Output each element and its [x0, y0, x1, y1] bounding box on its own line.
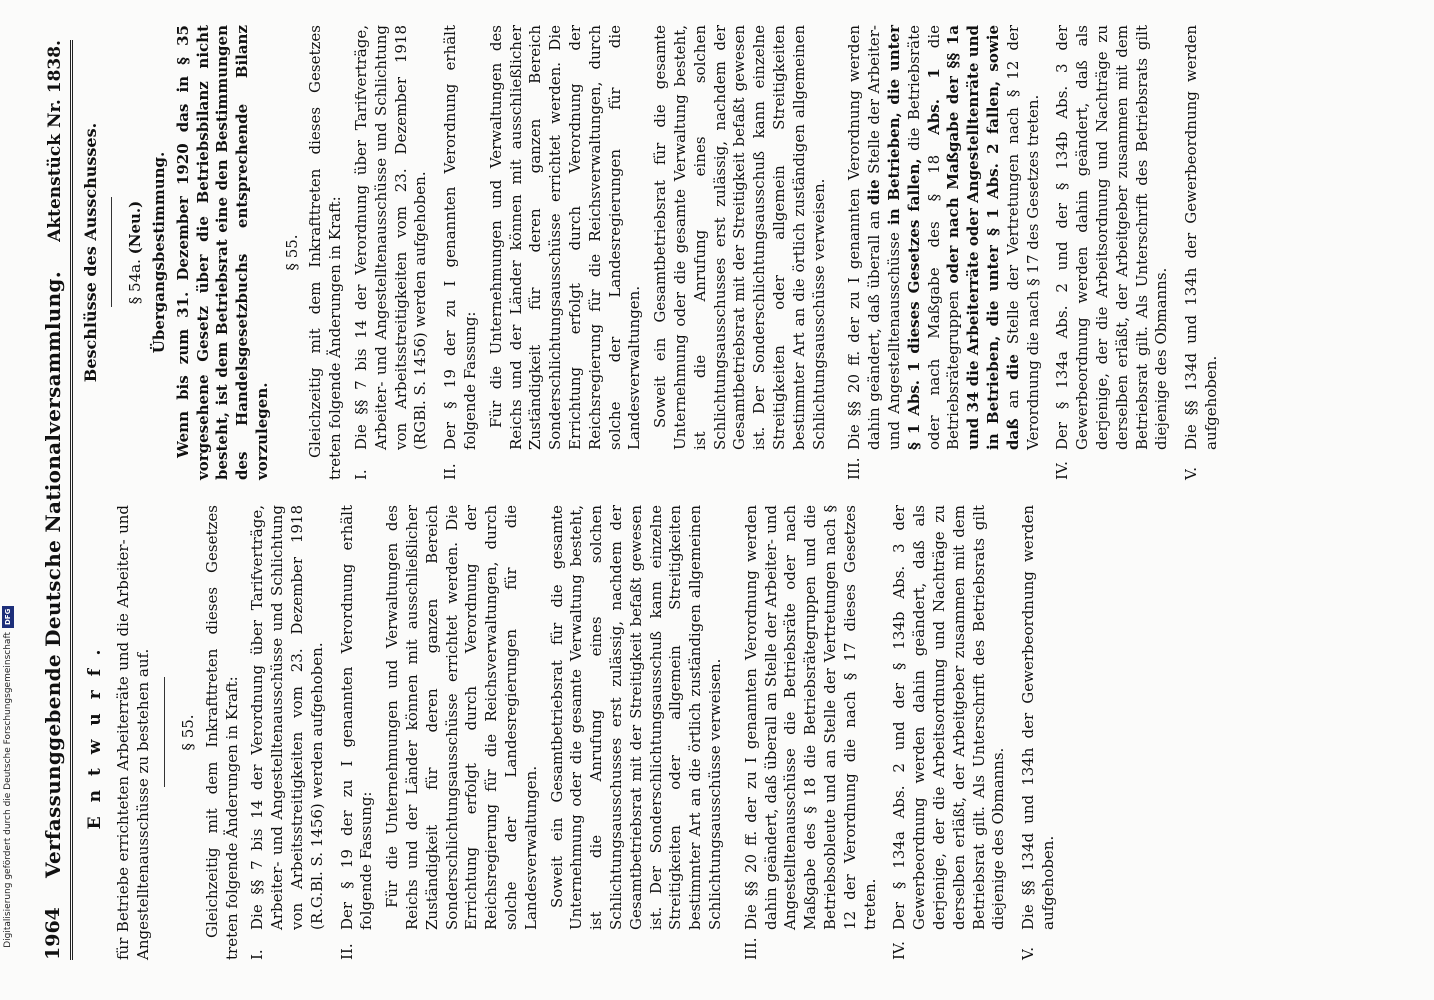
draft-column: [80, 505, 1069, 960]
page-number: 1964: [41, 907, 64, 960]
item-number: I.: [248, 949, 267, 960]
committee-item-iii: [845, 25, 1043, 480]
committee-heading: Beschlüsse des Ausschusses.: [81, 122, 100, 383]
item-text: Die §§ 20 ff. der zu I genannten Verordnung werden dahin geändert, daß überall an Stelle der Arbeiter- und Angestelltenausschüsse die Betriebsräte oder nach Maßgabe des § 18 die Betriebsrätegruppen und die Betriebsobleute und an Stelle der Vertretungen nach § 12 der Verordnung die nach § 17 dieses Gesetzes treten.: [741, 505, 879, 930]
transition-heading: Übergangsbestimmung.: [149, 151, 168, 354]
digitization-credit: [1, 606, 15, 996]
item-number: IV.: [1053, 461, 1072, 480]
dfg-logo: DFG: [2, 606, 14, 628]
item-text: Der § 134a Abs. 2 und der § 134b Abs. 3 der Gewerbeordnung werden dahin geändert, daß als derjenige, der die Arbeitsordnung und Nachträge zu derselben erläßt, der Arbeitgeber zusammen mit dem Betriebsrat gilt. Als Unterschrift des Betriebsrats gilt diejenige des Obmanns.: [1053, 25, 1171, 450]
item-number: II.: [337, 943, 356, 960]
committee-section-number: § 55.: [282, 234, 301, 271]
committee-item-iv: [1053, 25, 1172, 480]
draft-heading: Entwurf.: [85, 635, 105, 830]
item-paragraph: Soweit ein Gesamtbetriebsrat für die gesamte Unternehmung oder die gesamte Verwaltung besteht, ist die Anrufung eines solchen Schlichtungsausschusses erst zulässig, nachdem der Gesamtbetriebsrat mit der Streitigkeit befaßt gewesen ist. Der Sonderschlichtungsausschuß kann einzelne Streitigkeiten oder allgemein Streitigkeiten bestimmter Art an die örtlich zuständigen allgemeinen Schlichtungsausschüsse verweisen.: [651, 25, 828, 450]
committee-item-i: [352, 25, 431, 480]
digitization-credit-text: Digitalisierung gefördert durch die Deutsche Forschungsgemeinschaft: [3, 632, 13, 948]
divider: [164, 678, 165, 788]
committee-item-v: [1182, 25, 1222, 480]
committee-item-ii: [441, 25, 835, 480]
header-title: Verfassunggebende Deutsche Nationalversammlung.: [40, 271, 65, 878]
item-text: Der § 19 der zu I genannten Verordnung erhält folgende Fassung:: [441, 25, 480, 450]
item-text: Die §§ 134d und 134h der Gewerbeordnung werden aufgehoben.: [1019, 505, 1057, 930]
divider: [111, 198, 112, 308]
item-paragraph: Soweit ein Gesamtbetriebsrat für die gesamte Unternehmung oder die gesamte Verwaltung besteht, ist die Anrufung eines solchen Schlichtungsausschusses erst zulässig, nachdem der Gesamtbetriebsrat mit der Streitigkeit befaßt gewesen ist. Der Sonderschlichtungsausschuß kann einzelne Streitigkeiten oder allgemein Streitigkeiten bestimmter Art an die örtlich zuständigen allgemeinen Schlichtungsausschüsse verweisen.: [547, 505, 724, 930]
document-number: Aktenstück Nr. 1838.: [44, 40, 65, 242]
draft-item-iii: [742, 505, 881, 960]
item-text: Die §§ 134d und 134h der Gewerbeordnung werden aufgehoben.: [1182, 25, 1220, 450]
new-marker: (Neu.): [126, 200, 145, 255]
item-text: Die §§ 7 bis 14 der Verordnung über Tarifverträge, Arbeiter- und Angestelltenausschüsse und Schlichtung von Arbeitsstreitigkeiten vom 23. Dezember 1918 (R.G.Bl. S. 1456) werden aufgehoben.: [248, 505, 326, 930]
draft-item-v: [1019, 505, 1059, 960]
draft-item-ii: [338, 505, 732, 960]
item-number: IV.: [890, 941, 909, 960]
item-text: Die §§ 7 bis 14 der Verordnung über Tarifverträge, Arbeiter- und Angestelltenausschüsse und Schlichtung von Arbeitsstreitigkeiten vom 23. Dezember 1918 (RGBl. S. 1456) werden aufgehoben.: [352, 25, 430, 450]
draft-section-number: § 55.: [179, 714, 198, 751]
item-number: I.: [352, 469, 371, 480]
section-54a: [126, 25, 146, 480]
item-number: III.: [845, 457, 864, 480]
item-number: V.: [1019, 947, 1038, 960]
transition-text: Wenn bis zum 31. Dezember 1920 das in § 35 vorgesehene Gesetz über die Betriebsbilanz nicht besteht, ist dem Betriebsrat eine den Bestimmungen des Handelsgesetzbuchs entsprechende Bilanz vorzulegen.: [173, 25, 271, 480]
page-header: [24, 40, 73, 960]
item-paragraph: Für die Unternehmungen und Verwaltungen des Reichs und der Länder können mit ausschließlicher Zuständigkeit für deren ganzen Bereich Sonderschlichtungsausschüsse errichtet werden. Die Errichtung erfolgt durch Verordnung der Reichsregierung für die Reichsverwaltungen, durch solche der Landesregierungen für die Landesverwaltungen.: [486, 25, 644, 450]
item-text: Der § 134a Abs. 2 und der § 134b Abs. 3 der Gewerbeordnung werden dahin geändert, daß als derjenige, der die Arbeitsordnung und Nachträge zu derselben erläßt, der Arbeitgeber zusammen mit dem Betriebsrat gilt. Als Unterschrift des Betriebsrats gilt diejenige des Obmanns.: [890, 505, 1008, 930]
section-54a-number: § 54a.: [126, 259, 145, 305]
draft-section-intro: Gleichzeitig mit dem Inkrafttreten dieses Gesetzes treten folgende Änderungen in Kraft:: [202, 505, 241, 960]
item-number: V.: [1182, 467, 1201, 480]
item-text: Die §§ 20 ff. der zu I genannten Verordnung werden dahin geändert, daß überall an die Stelle der Arbeiter- und Angestelltenausschüsse in Betrieben, die unter § 1 Abs. 1 dieses Gesetzes fallen, die Betriebsräte oder nach Maßgabe des § 18 Abs. 1 die Betriebsrätegruppen oder nach Maßgabe der §§ 1a und 34 die Arbeiterräte oder Angestelltenräte und in Betrieben, die unter § 1 Abs. 2 fallen, sowie daß an die Stelle der Vertretungen nach § 12 der Verordnung die nach § 17 des Gesetzes treten.: [845, 24, 1042, 450]
draft-item-iv: [890, 505, 1009, 960]
item-paragraph: Für die Unternehmungen und Verwaltungen des Reichs und der Länder können mit ausschließlicher Zuständigkeit für deren ganzen Bereich Sonderschlichtungsausschüsse errichtet werden. Die Errichtung erfolgt durch Verordnung der Reichsregierung für die Reichsverwaltungen, durch solche der Landesregierungen für die Landesverwaltungen.: [383, 505, 540, 930]
draft-intro: für Betriebe errichteten Arbeiterräte und die Arbeiter- und Angestelltenausschüsse zu bestehen auf.: [114, 505, 153, 960]
committee-section-intro: Gleichzeitig mit dem Inkrafttreten dieses Gesetzes treten folgende Änderungen in Kraft:: [306, 25, 345, 480]
item-text: Der § 19 der zu I genannten Verordnung erhält folgende Fassung:: [337, 505, 376, 930]
draft-item-i: [248, 505, 327, 960]
item-number: III.: [741, 937, 760, 960]
item-number: II.: [441, 463, 460, 480]
committee-column: [80, 25, 1232, 480]
